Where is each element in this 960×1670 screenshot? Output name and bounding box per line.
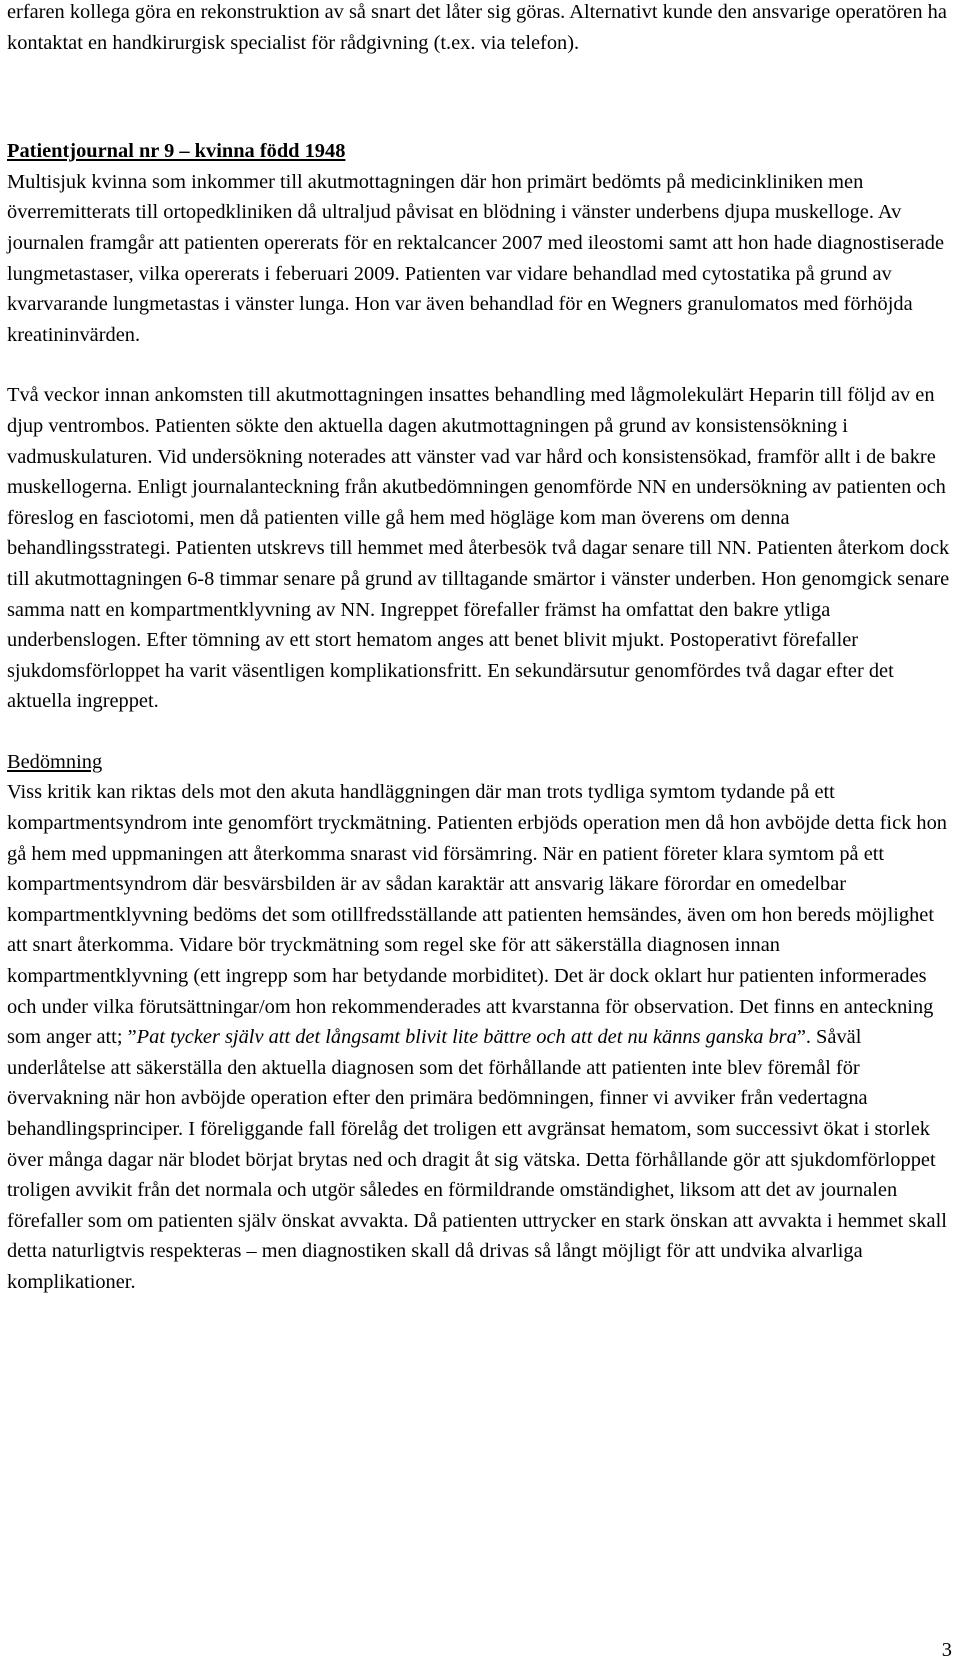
page-number: 3 (941, 1639, 952, 1662)
intro-paragraph: erfaren kollega göra en rekonstruktion av så snart det låter sig göras. Alternativt kunde den ansvarige operatören ha kontaktat en handkirurgisk specialist för rådgivning (t.ex. via telefon). (7, 1, 947, 54)
case-heading: Patientjournal nr 9 – kvinna född 1948 (7, 140, 346, 163)
spacer (7, 717, 952, 747)
spacer (7, 58, 952, 136)
case-paragraph-1: Multisjuk kvinna som inkommer till akutmottagningen där hon primärt bedömts på medicinkliniken men överremitterats till ortopedkliniken då ultraljud påvisat en blödning i vänster underbens djupa muskelloge. Av journalen framgår att patienten opererats för en rektalcancer 2007 med ileostomi samt att hon hade diagnostiserade lungmetastaser, vilka opererats i feberuari 2009. Patienten var vidare behandlad med cytostatika på grund av kvarvarande lungmetastas i vänster lunga. Hon var även behandlad för en Wegners granulomatos med förhöjda kreatininvärden. (7, 170, 945, 346)
case-paragraph-2: Två veckor innan ankomsten till akutmottagningen insattes behandling med lågmolekulärt Heparin till följd av en djup ventrombos. Patienten sökte den aktuella dagen akutmottagningen på grund av konsistensökning i vadmuskulaturen. Vid undersökning noterades att vänster vad var hård och konsistensökad, framför allt i de bakre muskellogerna. Enligt journalanteckning från akutbedömningen genomförde NN en undersökning av patienten och föreslog en fasciotomi, men då patienten ville gå hem med högläge kom man överens om denna behandlingsstrategi. Patienten utskrevs till hemmet med återbesök två dagar senare till NN. Patienten återkom dock till akutmottagningen 6-8 timmar senare på grund av tilltagande smärtor i vänster underben. Hon genomgick senare samma natt en kompartmentklyvning av NN. Ingreppet förefaller främst ha omfattat den bakre ytliga underbenslogen. Efter tömning av ett stort hematom anges att benet blivit mjukt. Postoperativt förefaller sjukdomsförloppet ha varit väsentligen komplikationsfritt. En sekundärsutur genomfördes två dagar efter det aktuella ingreppet. (7, 384, 950, 713)
assessment-quote: Pat tycker själv att det långsamt blivit lite bättre och att det nu känns ganska bra (136, 1026, 797, 1049)
document-page (7, 0, 952, 1298)
assessment-paragraph (7, 777, 952, 1297)
assessment-text-after-quote: ”. Såväl underlåtelse att säkerställa den aktuella diagnosen som det förhållande att patienten inte blev föremål för övervakning när hon avböjde operation efter den primära bedömningen, finner vi avviker från vedertagna behandlingsprinciper. I föreliggande fall förelåg det troligen ett avgränsat hematom, som successivt ökat i storlek över många dagar när blodet börjat brytas ned och dragit åt sig vätska. Detta förhållande gör att sjukdomförloppet troligen avvikit från det normala och utgör således en förmildrande omständighet, liksom att det av journalen förefaller som om patienten själv önskat avvakta. Då patienten uttrycker en stark önskan att avvakta i hemmet skall detta naturligtvis respekteras – men diagnostiken skall då drivas så långt möjligt för att undvika alvarliga komplikationer. (7, 1026, 947, 1293)
assessment-heading: Bedömning (7, 750, 103, 773)
assessment-text-before-quote: Viss kritik kan riktas dels mot den akuta handläggningen där man trots tydliga symtom tydande på ett kompartmentsyndrom inte genomfört tryckmätning. Patienten erbjöds operation men då hon avböjde detta fick hon gå hem med uppmaningen att återkomma snarast vid försämring. När en patient företer klara symtom på ett kompartmentsyndrom där besvärsbilden är av sådan karaktär att ansvarig läkare förordar en omedelbar kompartmentklyvning bedöms det som otillfredsställande att patienten hemsändes, även om hon bereds möjlighet att snart återkomma. Vidare bör tryckmätning som regel ske för att säkerställa diagnosen innan kompartmentklyvning (ett ingrepp som har betydande morbiditet). Det är dock oklart hur patienten informerades och under vilka förutsättningar/om hon rekommenderades att kvarstanna för observation. Det finns en anteckning som anger att; ” (7, 781, 948, 1049)
spacer (7, 350, 952, 380)
